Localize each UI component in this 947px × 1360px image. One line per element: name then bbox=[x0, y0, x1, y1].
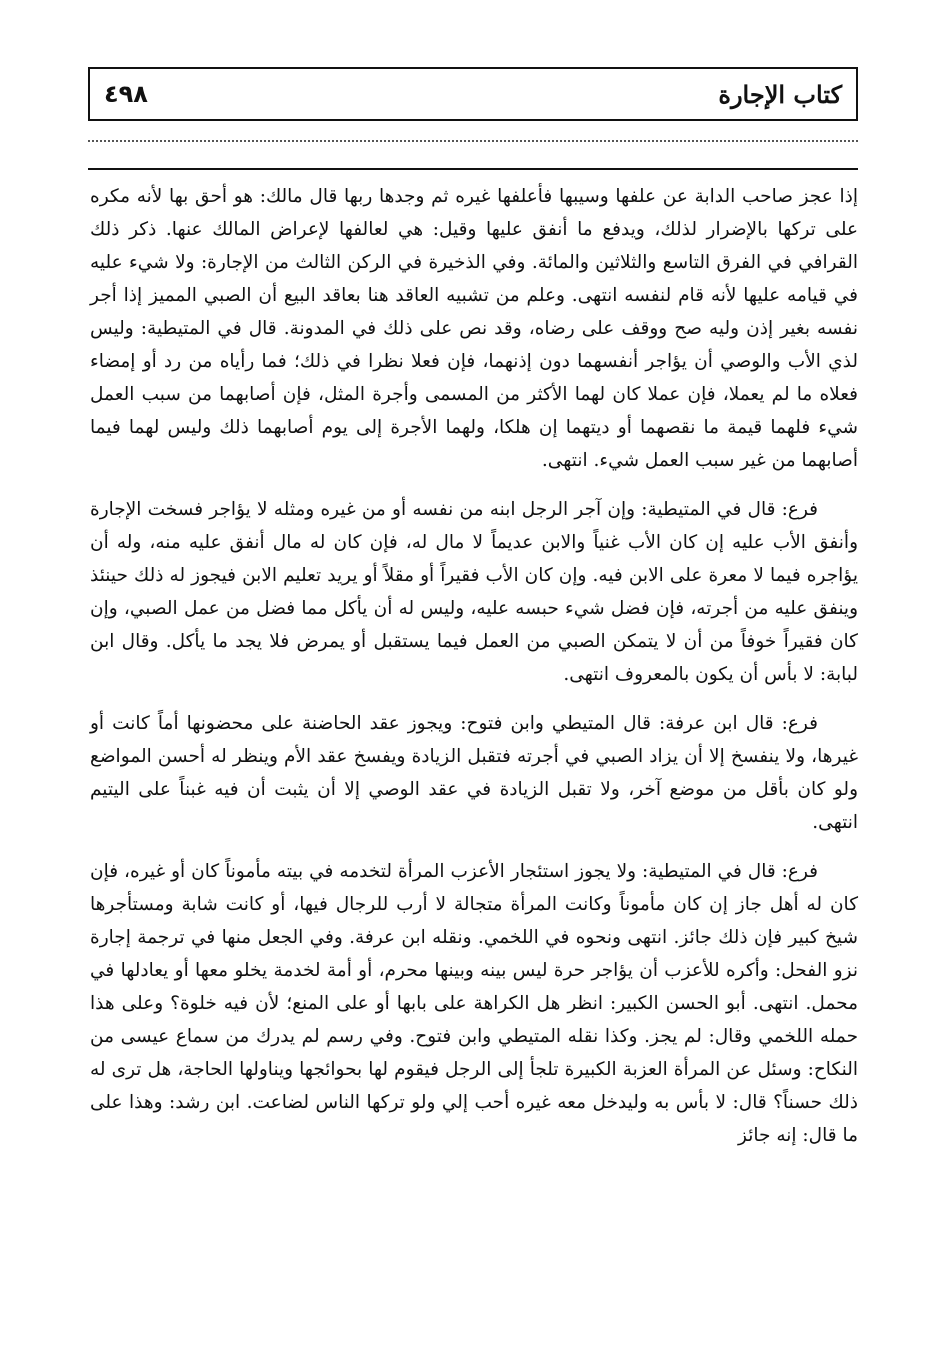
body-text bbox=[90, 180, 858, 1168]
horizontal-rule bbox=[88, 168, 858, 170]
paragraph-1: إذا عجز صاحب الدابة عن علفها وسيبها فأعلفها غيره ثم وجدها ربها قال مالك: هو أحق بها لأنه مكره على تركها بالإضرار لذلك، ويدفع ما أنفق عليها وقيل: هي لعالفها لإعراض المالك عنها. ذكر ذلك القرافي في الفرق التاسع والثلاثين والمائة. وفي الذخيرة في الركن الثالث من الإجارة: ولا شيء عليه في قيامه عليها لأنه قام لنفسه انتهى. وعلم من تشبيه العاقد هنا بعاقد البيع أن الصبي المميز إذا أجر نفسه بغير إذن وليه صح ووقف على رضاه، وقد نص على ذلك في المدونة. قال في المتيطية: وليس لذي الأب والوصي أن يؤاجر أنفسهما دون إذنهما، فإن فعلا نظرا في ذلك؛ فما رأياه من رد أو إمضاء فعلاه ما لم يعملا، فإن عملا كان لهما الأكثر من المسمى وأجرة المثل، فإن أصابهما من سبب العمل شيء فلهما قيمة ما نقصهما أو ديتهما إن هلكا، ولهما الأجرة إلى يوم أصابهما ذلك وليس لهما فيما أصابهما من غير سبب العمل شيء. انتهى. bbox=[90, 186, 858, 471]
page-number: ٤٩٨ bbox=[104, 80, 148, 108]
paragraph-3: فرع: قال ابن عرفة: قال المتيطي وابن فتوح: ويجوز عقد الحاضنة على محضونها أماً كانت أو غيرها، ولا ينفسخ إلا أن يزاد الصبي في أجرته فتقبل الزيادة ويفسخ عقد الأم وينظر له أحسن المواضع ولو كان بأقل من موضع آخر، ولا تقبل الزيادة في عقد الوصي إلا أن يثبت أن فيه غبناً على اليتيم انتهى. bbox=[90, 713, 858, 833]
running-header bbox=[88, 67, 858, 121]
dotted-separator bbox=[88, 140, 858, 144]
book-title: كتاب الإجارة bbox=[718, 79, 842, 109]
paragraph-4: فرع: قال في المتيطية: ولا يجوز استئجار الأعزب المرأة لتخدمه في بيته مأموناً كان أو غيره، فإن كان له أهل جاز إن كان مأموناً وكانت المرأة متجالة لا أرب للرجال فيها، أو كانت شابة ومستأجرها شيخ كبير فإن ذلك جائز. انتهى ونحوه في اللخمي. ونقله ابن عرفة. وفي الجعل منها في ترجمة إجارة نزو الفحل: وأكره للأعزب أن يؤاجر حرة ليس بينه وبينها محرم، أو أمة لخدمة يخلو معها أو يعادلها في محمل. انتهى. أبو الحسن الكبير: انظر هل الكراهة على بابها أو على المنع؛ لأن فيه خلوة؟ وعلى هذا حمله اللخمي وقال: لم يجز. وكذا نقله المتيطي وابن فتوح. وفي رسم لم يدرك من سماع عيسى من النكاح: وسئل عن المرأة العزبة الكبيرة تلجأ إلى الرجل فيقوم لها بحوائجها ويناولها الحاجة، هل ترى له ذلك حسناً؟ قال: لا بأس به وليدخل معه غيره أحب إلي ولو تركها الناس لضاعت. ابن رشد: وهذا على ما قال: إنه جائز bbox=[90, 861, 858, 1146]
paragraph-2: فرع: قال في المتيطية: وإن آجر الرجل ابنه من نفسه أو من غيره ومثله لا يؤاجر فسخت الإجارة وأنفق الأب عليه إن كان الأب غنياً والابن عديماً لا مال له، فإن كان له مال أنفق عليه منه، وله أن يؤاجره فيما لا معرة على الابن فيه. وإن كان الأب فقيراً أو مقلاً أو يريد تعليم الابن فيجوز له ذلك حينئذ وينفق عليه من أجرته، فإن فضل شيء حبسه عليه، وليس له أن يأكل مما فضل من عمل الصبي، وإن كان فقيراً خوفاً من أن لا يتمكن الصبي من العمل فيما يستقبل أو يمرض فلا يجد ما يأكل. وقال ابن لبابة: لا بأس أن يكون بالمعروف انتهى. bbox=[90, 499, 858, 685]
